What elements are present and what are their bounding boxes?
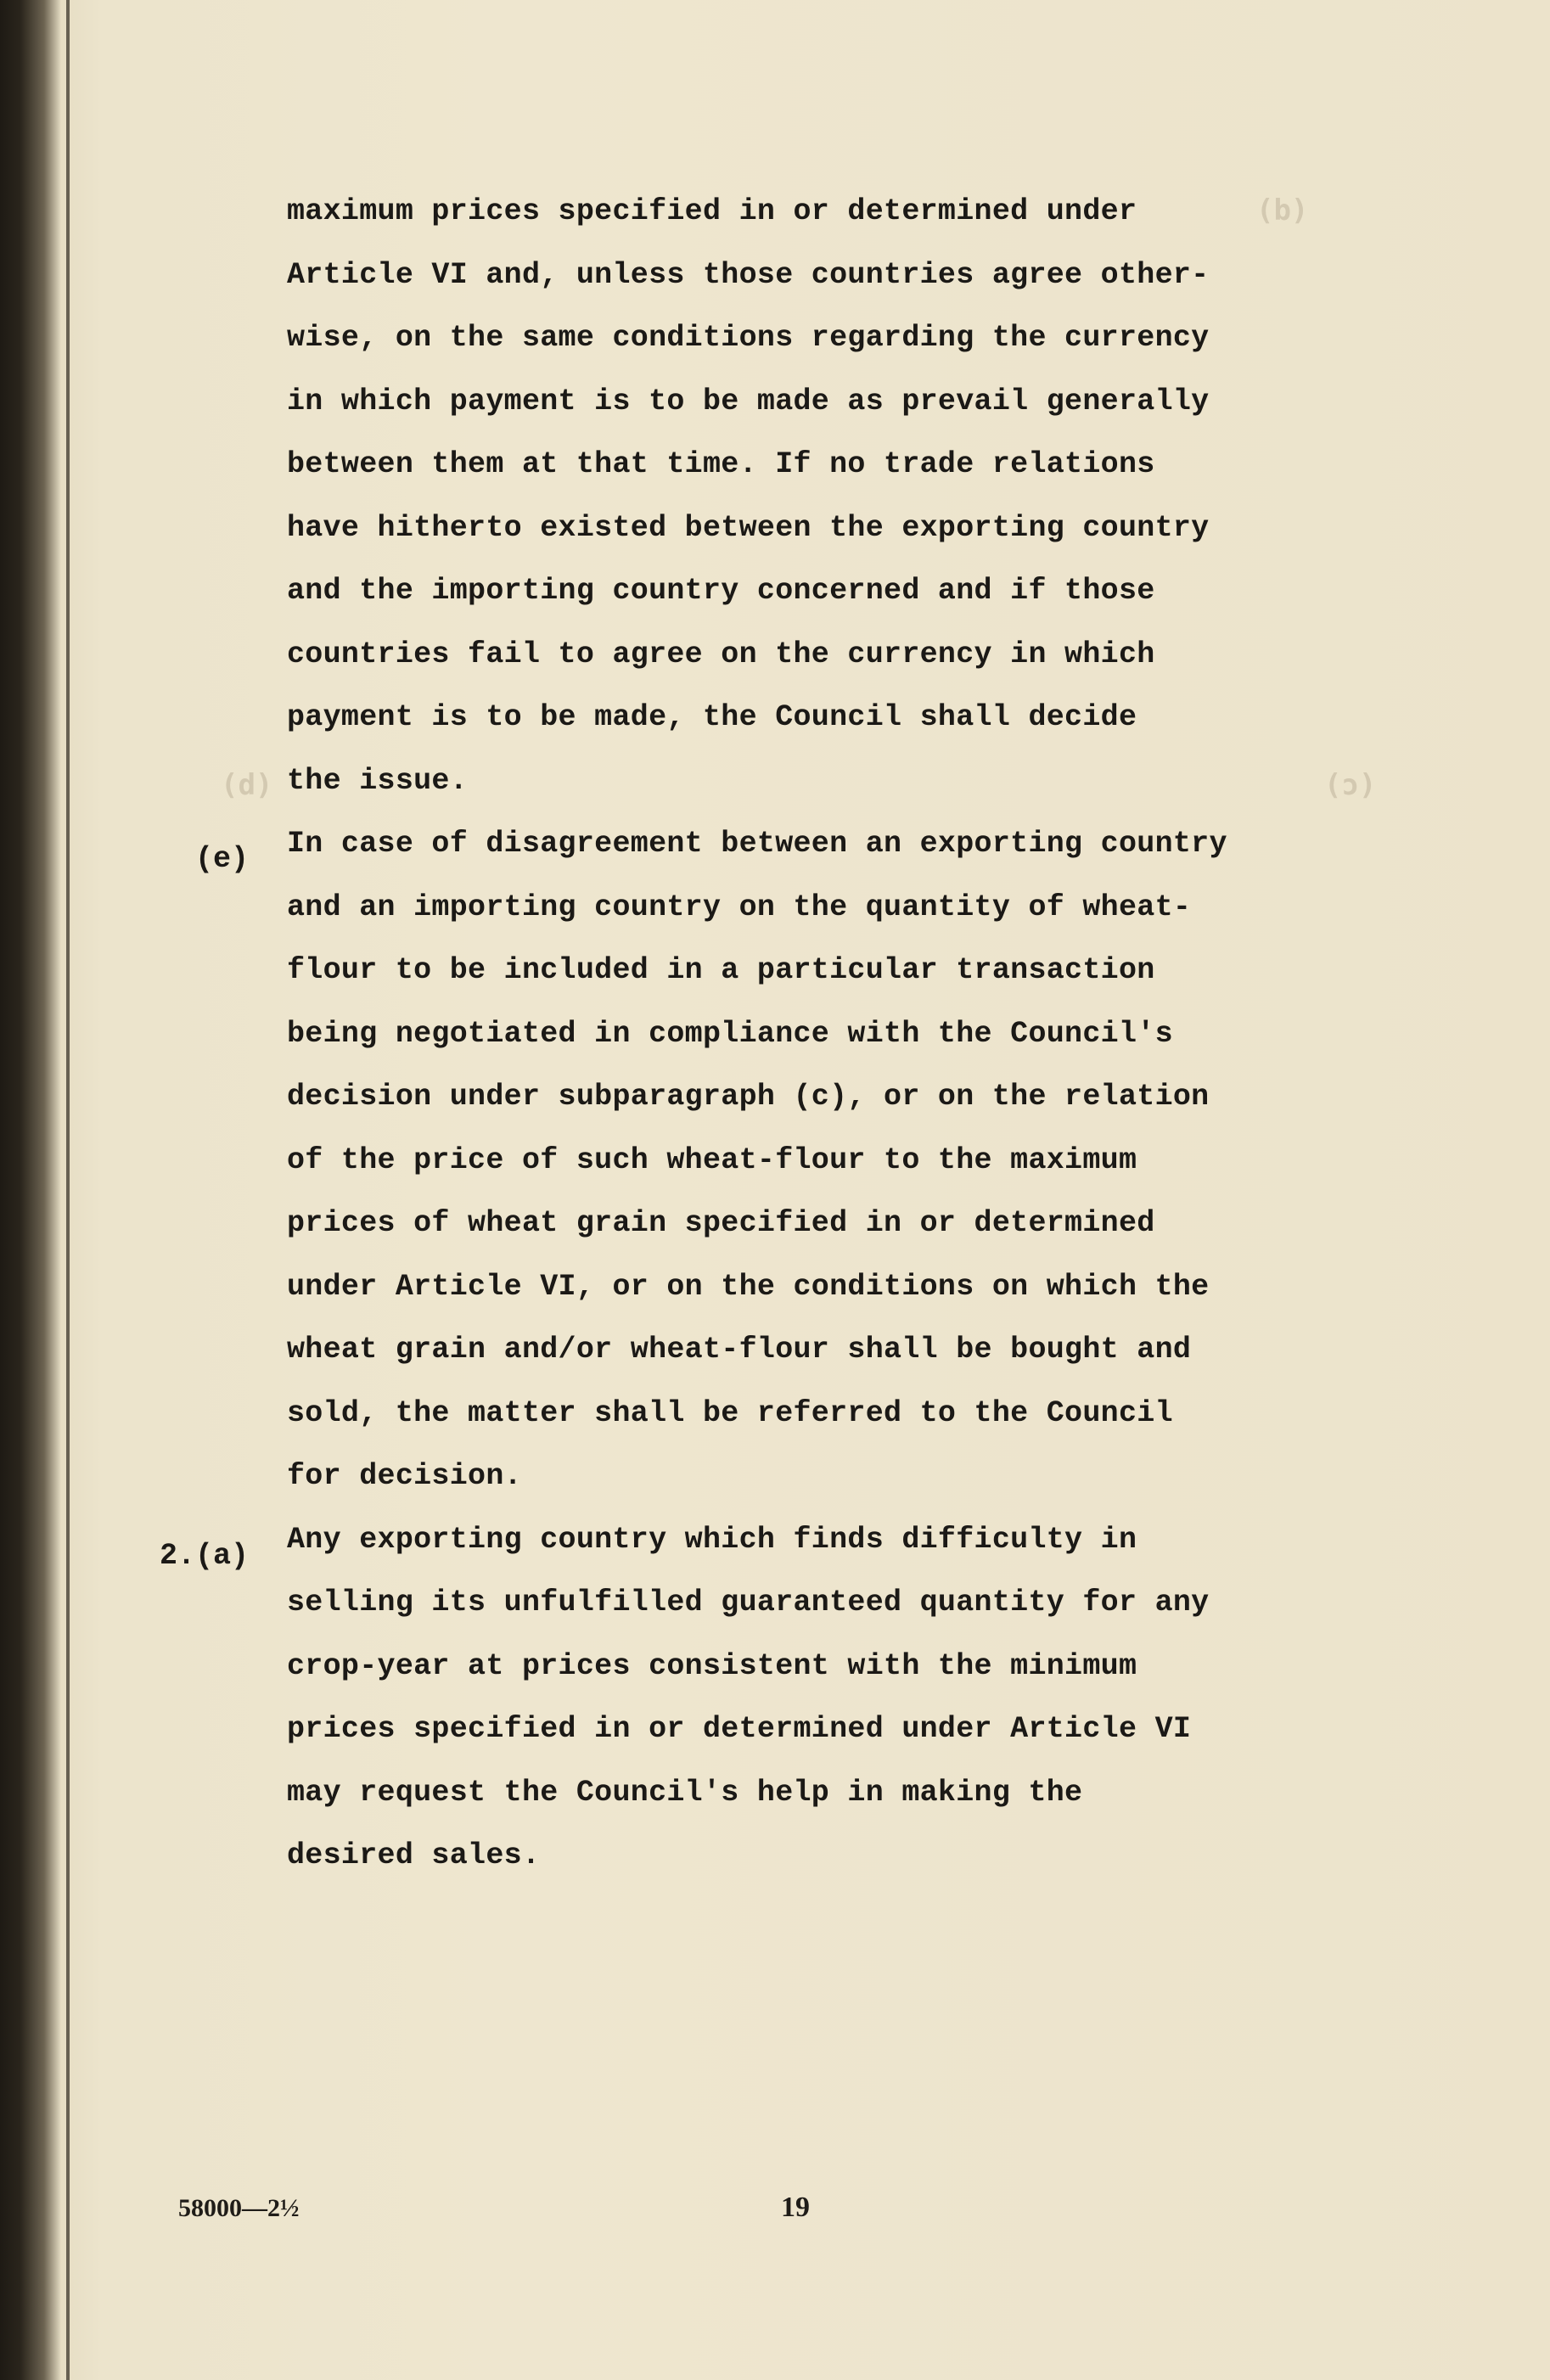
body-text <box>287 180 1289 1888</box>
text-line: have hitherto existed between the exporting country <box>287 510 1210 545</box>
text-line: selling its unfulfilled guaranteed quantity for any <box>287 1586 1210 1619</box>
text-line: and the importing country concerned and if those <box>287 574 1155 608</box>
marker-e: (e) <box>195 842 250 876</box>
text-line: crop-year at prices consistent with the minimum <box>287 1648 1137 1683</box>
book-spine-shadow <box>0 0 61 2380</box>
text-line: under Article VI, or on the conditions on which the <box>287 1269 1210 1304</box>
text-line: the issue. <box>287 763 469 798</box>
marker-2a: 2.(a) <box>160 1539 250 1573</box>
bleed-through-mark: (b) <box>221 768 273 802</box>
text-line: may request the Council's help in making the <box>287 1775 1083 1810</box>
page-number: 19 <box>781 2192 810 2223</box>
footer-print-code: 58000—2½ <box>178 2194 300 2222</box>
text-line: for decision. <box>287 1459 522 1493</box>
text-line: maximum prices specified in or determined under <box>287 194 1137 228</box>
text-line: and an importing country on the quantity of wheat- <box>287 890 1192 924</box>
text-line: prices specified in or determined under Article VI <box>287 1712 1192 1746</box>
bleed-through-mark: (d) <box>1256 194 1309 227</box>
text-line: In case of disagreement between an exporting country <box>287 827 1227 861</box>
text-line: being negotiated in compliance with the Council's <box>287 1016 1173 1051</box>
text-line: Article VI and, unless those countries agree other- <box>287 257 1210 292</box>
text-line: desired sales. <box>287 1838 541 1872</box>
text-line: in which payment is to be made as prevail generally <box>287 384 1210 418</box>
text-line: of the price of such wheat-flour to the maximum <box>287 1142 1137 1177</box>
text-line: sold, the matter shall be referred to the Council <box>287 1395 1173 1430</box>
text-line: flour to be included in a particular transaction <box>287 953 1155 987</box>
text-line: Any exporting country which finds difficulty in <box>287 1522 1137 1557</box>
text-line: between them at that time. If no trade relations <box>287 447 1155 481</box>
text-line: payment is to be made, the Council shall decide <box>287 700 1137 734</box>
text-line: decision under subparagraph (c), or on the relation <box>287 1080 1210 1114</box>
bleed-through-mark: (c) <box>1324 768 1377 802</box>
text-line: wise, on the same conditions regarding the currency <box>287 321 1210 355</box>
text-line: prices of wheat grain specified in or determined <box>287 1206 1155 1240</box>
text-line: wheat grain and/or wheat-flour shall be bought and <box>287 1333 1192 1367</box>
text-line: countries fail to agree on the currency in which <box>287 637 1155 671</box>
page-edge-line <box>66 0 70 2380</box>
